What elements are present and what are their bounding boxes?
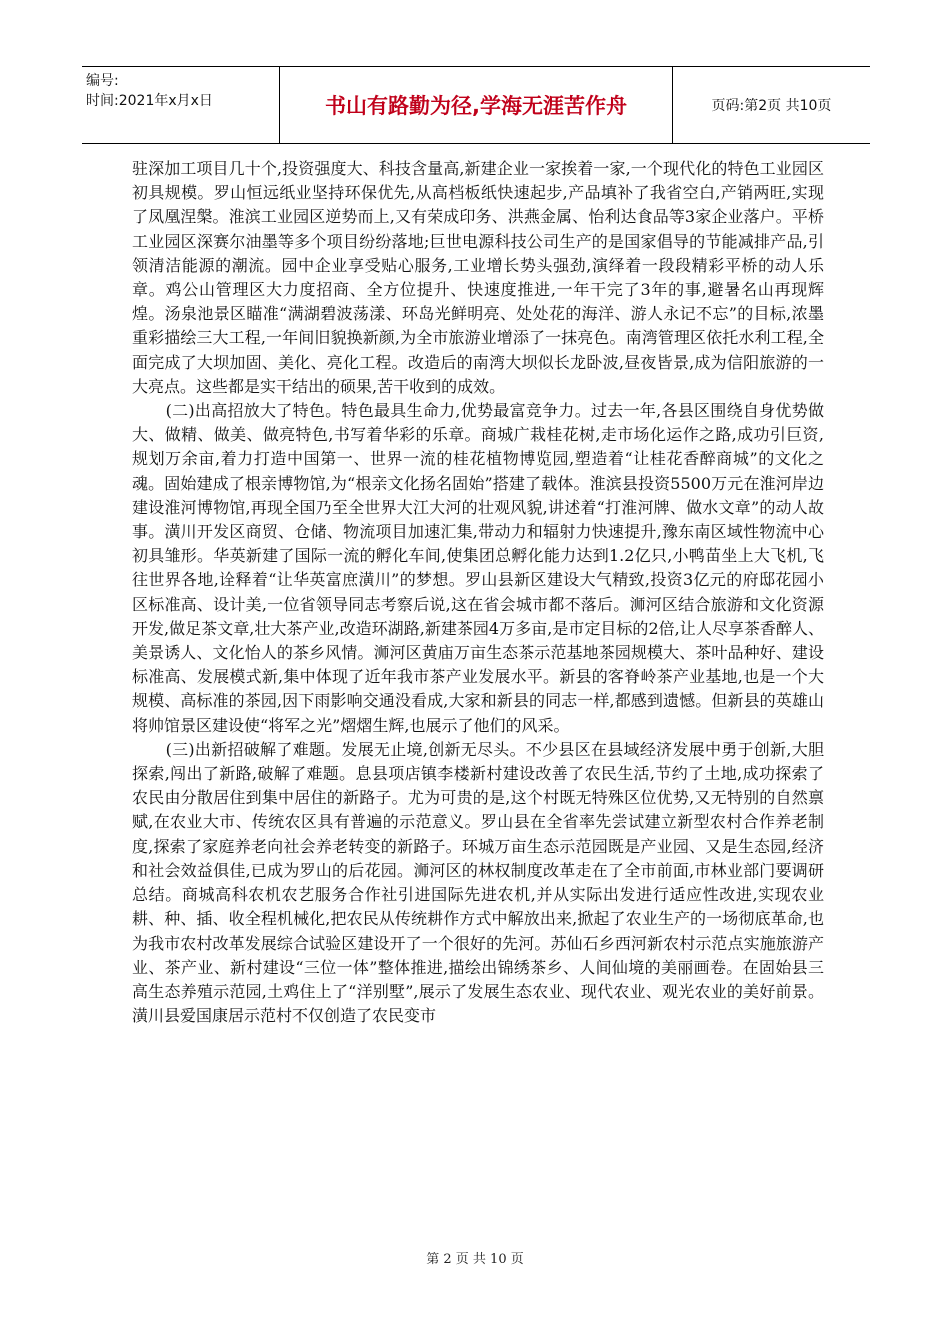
page-header [82,66,870,144]
document-body [132,157,824,1028]
body-paragraph-1: 驻深加工项目几十个,投资强度大、科技含量高,新建企业一家挨着一家,一个现代化的特色工业园区初具规模。罗山恒远纸业坚持环保优先,从高档板纸快速起步,产品填补了我省空白,产销两旺,实现了凤凰涅槃。淮滨工业园区逆势而上,又有荣成印务、洪燕金属、怡利达食品等3家企业落户。平桥工业园区深赛尔油墨等多个项目纷纷落地;巨世电源科技公司生产的是国家倡导的节能减排产品,引领清洁能源的潮流。园中企业享受贴心服务,工业增长势头强劲,演绎着一段段精彩平桥的动人乐章。鸡公山管理区大力度招商、全方位提升、快速度推进,一年干完了3年的事,避暑名山再现辉煌。汤泉池景区瞄准“满湖碧波荡漾、环岛光鲜明亮、处处花的海洋、游人永记不忘”的目标,浓墨重彩描绘三大工程,一年间旧貌换新颜,为全市旅游业增添了一抹亮色。南湾管理区依托水利工程,全面完成了大坝加固、美化、亮化工程。改造后的南湾大坝似长龙卧波,昼夜皆景,成为信阳旅游的一大亮点。这些都是实干结出的硕果,苦干收到的成效。 [132,159,824,396]
body-paragraph-3: (三)出新招破解了难题。发展无止境,创新无尽头。不少县区在县域经济发展中勇于创新,大胆探索,闯出了新路,破解了难题。息县项店镇李楼新村建设改善了农民生活,节约了土地,成功探索了农民由分散居住到集中居住的新路子。尤为可贵的是,这个村既无特殊区位优势,又无特别的自然禀赋,在农业大市、传统农区具有普遍的示范意义。罗山县在全省率先尝试建立新型农村合作养老制度,探索了家庭养老向社会养老转变的新路子。环城万亩生态示范园既是产业园、又是生态园,经济和社会效益俱佳,已成为罗山的后花园。浉河区的林权制度改革走在了全市前面,市林业部门要调研总结。商城高科农机农艺服务合作社引进国际先进农机,并从实际出发进行适应性改进,实现农业耕、种、插、收全程机械化,把农民从传统耕作方式中解放出来,掀起了农业生产的一场彻底革命,也为我市农村改革发展综合试验区建设开了一个很好的先河。苏仙石乡西河新农村示范点实施旅游产业、茶产业、新村建设“三位一体”整体推进,描绘出锦绣茶乡、人间仙境的美丽画卷。在固始县三高生态养殖示范园,土鸡住上了“洋别墅”,展示了发展生态农业、现代农业、观光农业的美好前景。潢川县爱国康居示范村不仅创造了农民变市 [132,739,824,1026]
document-number-label: 编号: [86,73,119,89]
body-paragraph-2: (二)出高招放大了特色。特色最具生命力,优势最富竞争力。过去一年,各县区围绕自身优势做大、做精、做美、做亮特色,书写着华彩的乐章。商城广栽桂花树,走市场化运作之路,成功引巨资,规划万余亩,着力打造中国第一、世界一流的桂花植物博览园,塑造着“让桂花香醉商城”的文化之魂。固始建成了根亲博物馆,为“根亲文化扬名固始”搭建了载体。淮滨县投资5500万元在淮河岸边建设淮河博物馆,再现全国乃至全世界大江大河的壮观风貌,讲述着“打淮河牌、做水文章”的动人故事。潢川开发区商贸、仓储、物流项目加速汇集,带动力和辐射力快速提升,豫东南区域性物流中心初具雏形。华英新建了国际一流的孵化车间,使集团总孵化能力达到1.2亿只,小鸭苗坐上大飞机,飞往世界各地,诠释着“让华英富庶潢川”的梦想。罗山县新区建设大气精致,投资3亿元的府邸花园小区标准高、设计美,一位省领导同志考察后说,这在省会城市都不落后。浉河区结合旅游和文化资源开发,做足茶文章,壮大茶产业,改造环湖路,新建茶园4万多亩,是市定目标的2倍,让人尽享茶香醉人、美景诱人、文化怡人的茶乡风情。浉河区黄庙万亩生态茶示范基地茶园规模大、茶叶品种好、建设标准高、发展模式新,集中体现了近年我市茶产业发展水平。新县的客脊岭茶产业基地,也是一个大规模、高标准的茶园,因下雨影响交通没看成,大家和新县的同志一样,都感到遗憾。但新县的英雄山将帅馆景区建设使“将军之光”熠熠生辉,也展示了他们的风采。 [132,401,824,735]
header-meta [82,67,280,143]
header-page-info: 页码:第2页 共10页 [711,98,832,114]
header-motto: 书山有路勤为径,学海无涯苦作舟 [280,67,673,143]
page-footer: 第 2 页 共 10 页 [426,1252,524,1267]
document-time-label: 时间:2021年x月x日 [86,93,213,109]
